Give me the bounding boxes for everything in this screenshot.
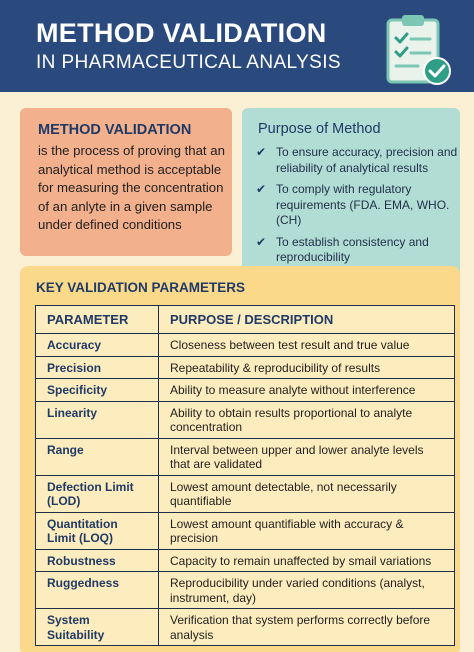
- parameter-name: Quantitation Limit (LOQ): [36, 512, 159, 549]
- parameter-description: Ability to obtain results proportional to analyte concentration: [159, 401, 455, 438]
- key-parameters-card: [20, 266, 460, 652]
- parameter-description: Lowest amount detectable, not necessarily quantifiable: [159, 475, 455, 512]
- table-row: [36, 438, 455, 475]
- column-header-description: PURPOSE / DESCRIPTION: [159, 306, 455, 334]
- parameter-description: Capacity to remain unaffected by smail variations: [159, 549, 455, 572]
- page-subtitle: IN PHARMACEUTICAL ANALYSIS: [36, 52, 341, 73]
- table-row: [36, 572, 455, 609]
- parameter-description: Closeness between test result and true value: [159, 334, 455, 357]
- clipboard-check-icon: [384, 14, 454, 88]
- parameter-description: Reproducibility under varied conditions (analyst, instrument, day): [159, 572, 455, 609]
- parameter-name: Range: [36, 438, 159, 475]
- parameter-description: Verification that system performs correctly before analysis: [159, 609, 455, 646]
- parameter-name: Defection Limit (LOD): [36, 475, 159, 512]
- table-row: [36, 512, 455, 549]
- page-title: METHOD VALIDATION: [36, 18, 327, 48]
- table-row: [36, 334, 455, 357]
- header-banner: [0, 0, 474, 92]
- purpose-item-text: To comply with regulatory requirements (FDA. EMA, WHO. (CH): [276, 182, 450, 227]
- purpose-title: Purpose of Method: [258, 121, 381, 137]
- table-header-row: [36, 306, 455, 334]
- parameter-name: Linearity: [36, 401, 159, 438]
- table-row: [36, 609, 455, 646]
- check-icon: ✔: [256, 234, 267, 249]
- parameter-name: Specificity: [36, 379, 159, 402]
- parameter-name: Ruggedness: [36, 572, 159, 609]
- parameter-description: Ability to measure analyte without interference: [159, 379, 455, 402]
- column-header-parameter: PARAMETER: [36, 306, 159, 334]
- check-icon: ✔: [256, 182, 267, 196]
- table-row: [36, 475, 455, 512]
- purpose-item-text: To ensure accuracy, precision and reliability of analytical results: [276, 145, 458, 175]
- table-row: [36, 549, 455, 572]
- definition-card: [20, 108, 232, 256]
- parameter-description: Repeatability & reproducibility of results: [159, 356, 455, 379]
- parameter-name: System Suitability: [36, 609, 159, 646]
- parameter-description: Interval between upper and lower analyte levels that are validated: [159, 438, 455, 475]
- check-icon: ✔: [256, 145, 267, 159]
- key-parameters-title: KEY VALIDATION PARAMETERS: [36, 280, 246, 295]
- table-row: [36, 356, 455, 379]
- table-row: [36, 379, 455, 402]
- parameter-description: Lowest amount quantifiable with accuracy & precision: [159, 512, 455, 549]
- parameter-name: Accuracy: [36, 334, 159, 357]
- purpose-item: [256, 182, 462, 229]
- parameter-name: Robustness: [36, 549, 159, 572]
- definition-title: METHOD VALIDATION: [38, 122, 192, 138]
- table-row: [36, 401, 455, 438]
- purpose-item: [256, 235, 462, 266]
- parameter-name: Precision: [36, 356, 159, 379]
- purpose-item-text: To establish consistency and reproducibility: [276, 234, 429, 264]
- purpose-item: [256, 145, 462, 176]
- parameters-table: [35, 305, 455, 646]
- definition-text: is the process of proving that an analytical method is acceptable for measuring the concentration of an anlyte in a given sample under defined conditions: [38, 143, 225, 232]
